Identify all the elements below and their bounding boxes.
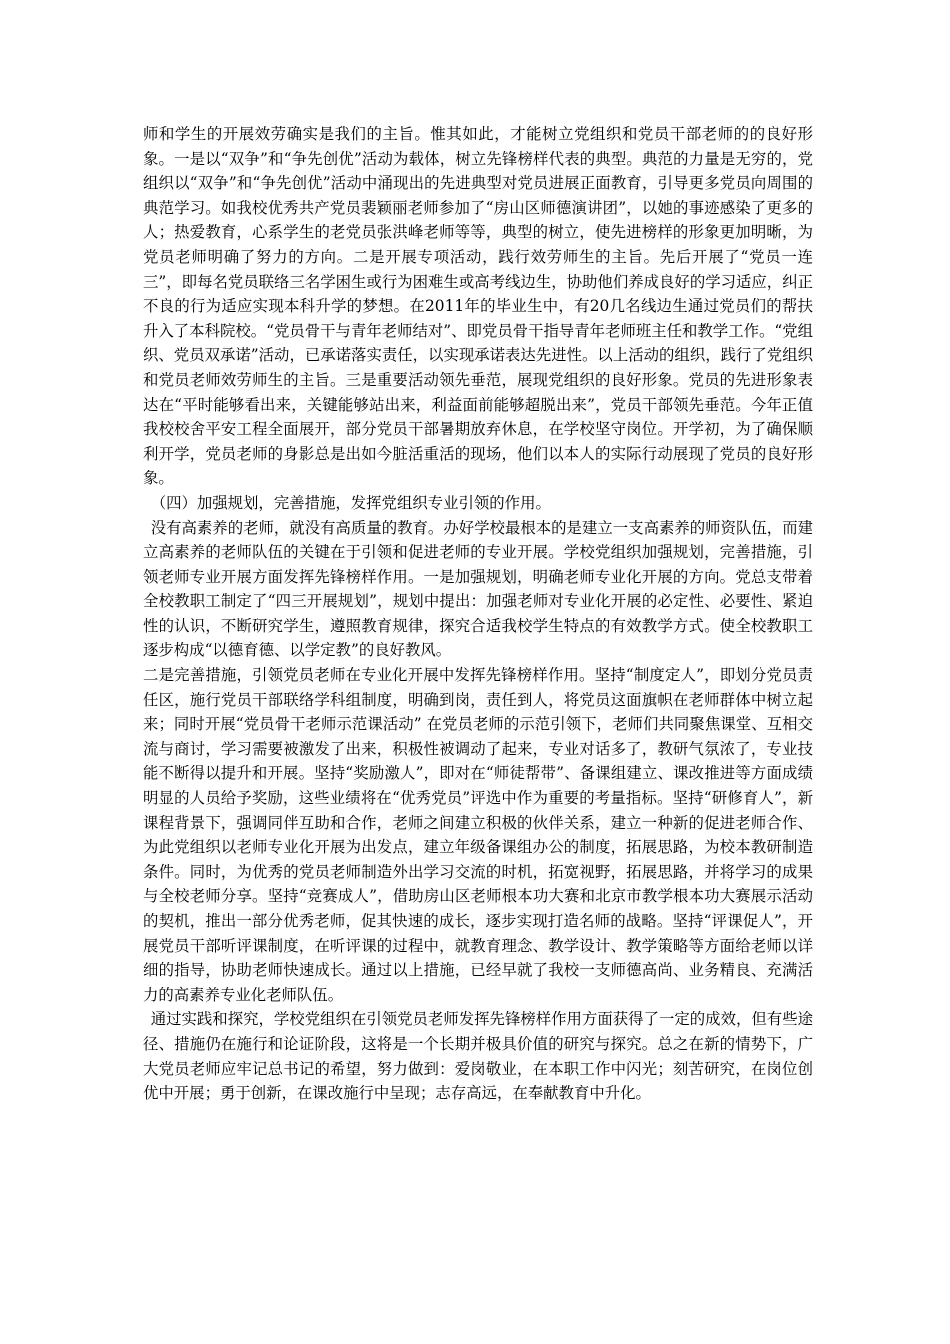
paragraph-continuation: 师和学生的开展效劳确实是我们的主旨。惟其如此，才能树立党组织和党员干部老师的的良好形象。一是以“双争”和“争先创优”活动为载体，树立先锋榜样代表的典型。典范的力量是无穷的，党组织以“双争”和“争先创优”活动中涌现出的先进典型对党员进展正面教育，引导更多党员向周围的典范学习。如我校优秀共产党员裴颖丽老师参加了“房山区师德演讲团”，以她的事迹感染了更多的人；热爱教育，心系学生的老党员张洪峰老师等等，典型的树立，使先进榜样的形象更加明晰，为党员老师明确了努力的方向。二是开展专项活动，践行效劳师生的主旨。先后开展了“党员一连三”，即每名党员联络三名学困生或行为困难生或高考线边生，协助他们养成良好的学习适应，纠正不良的行为适应实现本科升学的梦想。在2011年的毕业生中，有20几名线边生通过党员们的帮扶升入了本科院校。“党员骨干与青年老师结对”、即党员骨干指导青年老师班主任和教学工作。“党组织、党员双承诺”活动，已承诺落实责任，以实现承诺表达先进性。以上活动的组织，践行了党组织和党员老师效劳师生的主旨。三是重要活动领先垂范，展现党组织的良好形象。党员的先进形象表达在“平时能够看出来，关键能够站出来，利益面前能够超脱出来”，党员干部领先垂范。今年正值我校校舍平安工程全面展开，部分党员干部暑期放弃休息，在学校坚守岗位。开学初，为了确保顺利开学，党员老师的身影总是出如今脏活重活的现场，他们以本人的实际行动展现了党员的良好形象。	[143, 125, 814, 488]
paragraph-measures: 二是完善措施，引领党员老师在专业化开展中发挥先锋榜样作用。坚持“制度定人”，即划分党员责任区，施行党员干部联络学科组制度，明确到岗，责任到人，将党员这面旗帜在老师群体中树立起来；同时开展“党员骨干老师示范课活动” 在党员老师的示范引领下，老师们共同聚焦课堂、互相交流与商讨，学习需要被激发了出来，积极性被调动了起来，专业对话多了，教研气氛浓了，专业技能不断得以提升和开展。坚持“奖励激人”，即对在“师徒帮带”、备课组建立、课改推进等方面成绩明显的人员给予奖励，这些业绩将在“优秀党员”评选中作为重要的考量指标。坚持“研修育人”，新课程背景下，强调同伴互助和合作，老师之间建立积极的伙伴关系，建立一种新的促进老师合作、为此党组织以老师专业化开展为出发点，建立年级备课组办公的制度，拓展思路，为校本教研制造条件。同时，为优秀的党员老师制造外出学习交流的时机，拓宽视野，拓展思路，并将学习的成果与全校老师分享。坚持“竞赛成人”，借助房山区老师根本功大赛和北京市教学根本功大赛展示活动的契机，推出一部分优秀老师，促其快速的成长，逐步实现打造名师的战略。坚持“评课促人”，开展党员干部听评课制度，在听评课的过程中，就教育理念、教学设计、教学策略等方面给老师以详细的指导，协助老师快速成长。通过以上措施，已经早就了我校一支师德高尚、业务精良、充满活力的高素养专业化老师队伍。	[143, 666, 813, 1004]
section-heading-four: （四）加强规划，完善措施，发挥党组织专业引领的作用。	[150, 493, 551, 512]
paragraph-teacher-quality: 没有高素养的老师，就没有高质量的教育。办好学校最根本的是建立一支高素养的师资队伍，而建立高素养的老师队伍的关键在于引领和促进老师的专业开展。学校党组织加强规划，完善措施，引领老师专业开展方面发挥先锋榜样作用。一是加强规划，明确老师专业化开展的方向。党总支带着全校教职工制定了“四三开展规划”，规划中提出：加强老师对专业化开展的必定性、必要性、紧迫性的认识，不断研究学生，遵照教育规律，探究合适我校学生特点的有效教学方式。使全校教职工逐步构成“以德育德、以学定教”的良好教风。	[143, 518, 813, 660]
document-body	[143, 122, 813, 1106]
paragraph-conclusion: 通过实践和探究，学校党组织在引领党员老师发挥先锋榜样作用方面获得了一定的成效，但有些途径、措施仍在施行和论证阶段，这将是一个长期并极具价值的研究与探究。总之在新的情势下，广大党员老师应牢记总书记的希望，努力做到：爱岗敬业，在本职工作中闪光；刻苦研究，在岗位创优中开展；勇于创新，在课改施行中呈现；志存高远，在奉献教育中升化。	[143, 1010, 813, 1103]
